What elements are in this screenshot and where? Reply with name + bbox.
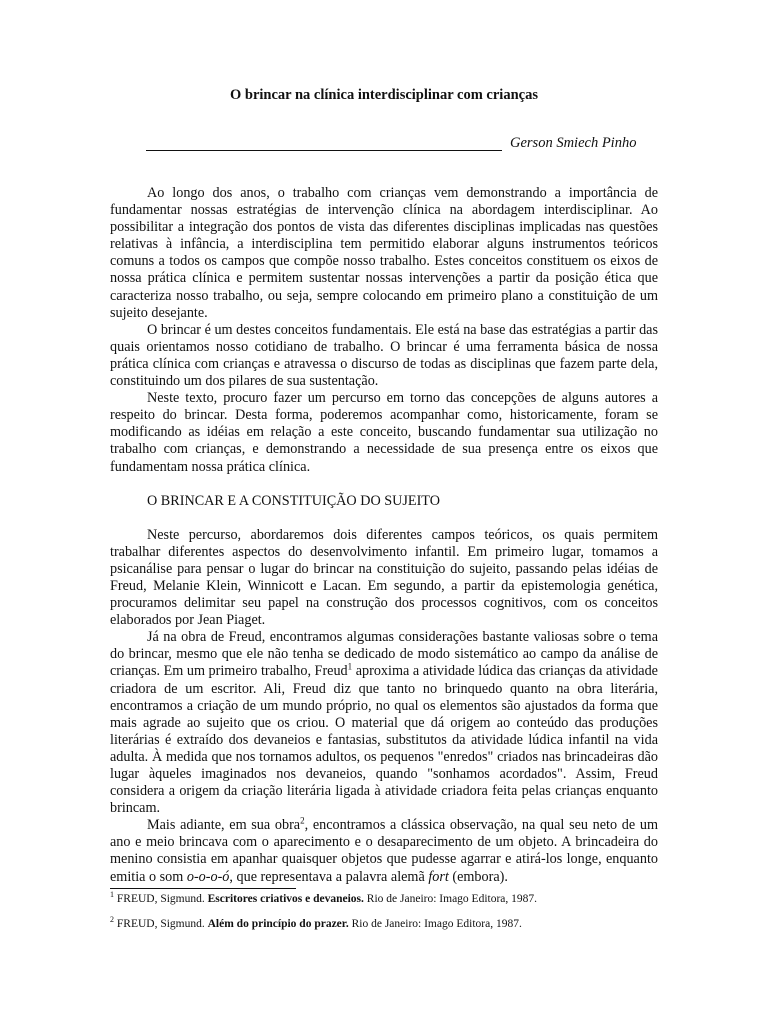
footnote-number: 1 bbox=[110, 890, 114, 900]
paragraph: Neste texto, procuro fazer um percurso em torno das concepções de alguns autores a respeito do brincar. Desta forma, poderemos acompanhar como, historicamente, foram se modificando as idéias em relação a este conceito, buscando fundamentar sua utilização no trabalho com crianças, e demonstrando a necessidade de sua presença entre os eixos que fundamentam nossa prática clínica. bbox=[110, 390, 658, 475]
footnote-ref[interactable]: 1 bbox=[347, 661, 353, 672]
text-run: , encontramos a clássica observação, na qual seu neto de um ano e meio brincava com o aparecimento e o desaparecimento de um objeto. A brincadeira do menino consistia em apanhar quaisquer objetos que pudesse agarrar e atirá-los longe, enquanto emitia o som bbox=[110, 817, 658, 885]
paragraph: Neste percurso, abordaremos dois diferentes campos teóricos, os quais permitem trabalhar diferentes aspectos do desenvolvimento infantil. Em primeiro lugar, tomamos a psicanálise para pensar o lugar do brincar na constituição do sujeito, passando pelas idéias de Freud, Melanie Klein, Winnicott e Lacan. Em segundo, a partir da epistemologia genética, procuramos delimitar seu papel na construção dos processos cognitivos, com os conceitos elaborados por Jean Piaget. bbox=[110, 526, 658, 629]
footnotes bbox=[110, 890, 658, 943]
italic-text: fort bbox=[428, 868, 449, 885]
footnote-work: Além do princípio do prazer. bbox=[207, 918, 349, 930]
paragraph: O brincar é um destes conceitos fundamentais. Ele está na base das estratégias a partir das quais orientamos nosso cotidiano de trabalho. O brincar é uma ferramenta básica de nossa prática clínica com crianças e atravessa o discurso de todas as disciplinas que fazem parte dela, constituindo um dos pilares de sua sustentação. bbox=[110, 321, 658, 390]
author-rule bbox=[146, 150, 502, 151]
footnote bbox=[110, 915, 658, 930]
footnote-rule bbox=[110, 888, 296, 889]
paragraph bbox=[110, 629, 658, 817]
text-run: (embora). bbox=[448, 868, 508, 885]
footnote-publisher: Rio de Janeiro: Imago Editora, 1987. bbox=[363, 893, 538, 905]
text-run: , que representava a palavra alemã bbox=[229, 868, 429, 885]
text-run: aproxima a atividade lúdica das crianças da atividade criadora de um escritor. Ali, Freud diz que tanto no brinquedo quanto na obra literária, encontramos a criação de um mundo próprio, no qual os elementos são ajustados da forma que mais agrade ao sujeito que os criou. O material que dá origem ao conteúdo das produções literárias é extraído dos devaneios e fantasias, substitutos da atividade lúdica infantil na vida adulta. À medida que nos tornamos adultos, os pequenos "enredos" criados nas brincadeiras dão lugar àqueles imaginados nos devaneios, quando "sonhamos acordados". Assim, Freud considera a origem da criação literária ligada à atividade criadora feita pelas crianças enquanto brincam. bbox=[110, 663, 658, 817]
text-run: Mais adiante, em sua obra bbox=[147, 817, 301, 834]
footnote-ref[interactable]: 2 bbox=[300, 815, 305, 826]
footnote-author: FREUD, Sigmund. bbox=[116, 893, 208, 905]
footnote-publisher: Rio de Janeiro: Imago Editora, 1987. bbox=[348, 918, 522, 930]
footnote-work: Escritores criativos e devaneios. bbox=[207, 893, 364, 905]
footnote bbox=[110, 890, 658, 905]
footnote-author: FREUD, Sigmund. bbox=[116, 918, 208, 930]
paragraph: Ao longo dos anos, o trabalho com crianças vem demonstrando a importância de fundamentar nossas estratégias de intervenção clínica na abordagem interdisciplinar. Ao possibilitar a integração dos pontos de vista das diferentes disciplinas implicadas nas questões relativas à infância, a interdisciplina tem permitido elaborar alguns instrumentos teóricos comuns a todos os campos que compõe nosso trabalho. Estes conceitos constituem os eixos de nossa prática clínica e permitem sustentar nossas intervenções a partir da posição ética que caracteriza nosso trabalho, ou seja, sempre colocando em primeiro plano a constituição de um sujeito desejante. bbox=[110, 185, 658, 321]
paragraph bbox=[110, 817, 658, 885]
italic-text: o-o-o-ó bbox=[186, 868, 230, 885]
document-title: O brincar na clínica interdisciplinar com crianças bbox=[230, 87, 538, 103]
document-body bbox=[110, 185, 658, 886]
footnote-number: 2 bbox=[110, 915, 114, 925]
section-heading: O BRINCAR E A CONSTITUIÇÃO DO SUJEITO bbox=[147, 492, 440, 509]
text-run: Já na obra de Freud, encontramos algumas considerações bastante valiosas sobre o tema do brincar, mesmo que ele não tenha se dedicado de modo sistemático ao campo da análise de crianças. Em um primeiro trabalho, Freud bbox=[110, 629, 658, 680]
author-name: Gerson Smiech Pinho bbox=[510, 135, 637, 151]
